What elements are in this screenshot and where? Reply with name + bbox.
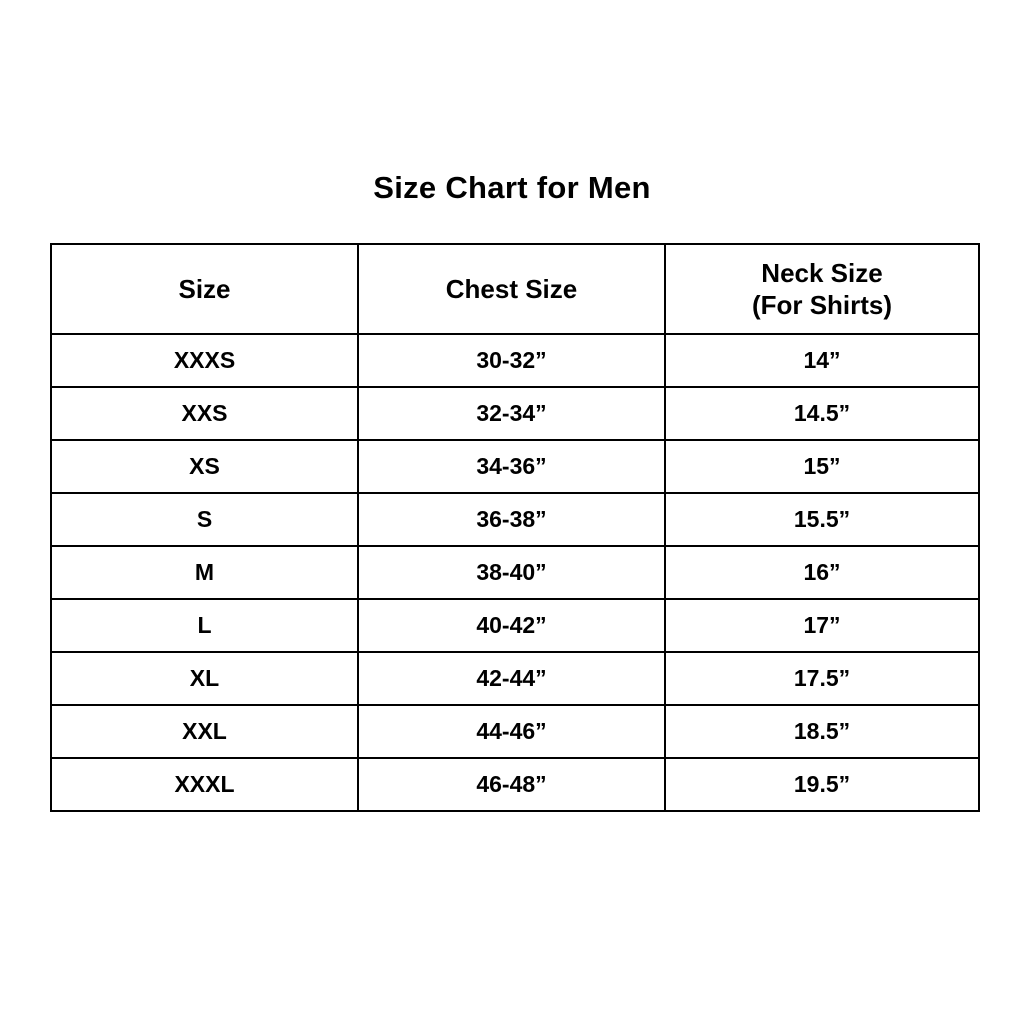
header-neck-size — [665, 244, 979, 334]
header-size-label: Size — [178, 273, 231, 304]
neck-cell: 14” — [665, 334, 979, 387]
chest-cell: 38-40” — [358, 546, 665, 599]
size-cell: XXXS — [51, 334, 358, 387]
size-cell: XXS — [51, 387, 358, 440]
table-row — [51, 387, 979, 440]
size-cell: XS — [51, 440, 358, 493]
table-row — [51, 652, 979, 705]
table-header — [51, 244, 979, 334]
size-cell: M — [51, 546, 358, 599]
neck-cell: 17.5” — [665, 652, 979, 705]
neck-cell: 14.5” — [665, 387, 979, 440]
size-cell: XXXL — [51, 758, 358, 811]
neck-cell: 17” — [665, 599, 979, 652]
chest-cell: 36-38” — [358, 493, 665, 546]
table-row — [51, 440, 979, 493]
chest-cell: 30-32” — [358, 334, 665, 387]
table-row — [51, 546, 979, 599]
header-chest-label: Chest Size — [445, 273, 578, 304]
neck-cell: 16” — [665, 546, 979, 599]
header-row — [51, 244, 979, 334]
header-chest-size — [358, 244, 665, 334]
page-title: Size Chart for Men — [373, 170, 651, 205]
neck-cell: 15” — [665, 440, 979, 493]
table-row — [51, 493, 979, 546]
chest-cell: 42-44” — [358, 652, 665, 705]
chest-cell: 40-42” — [358, 599, 665, 652]
size-cell: XL — [51, 652, 358, 705]
chest-cell: 34-36” — [358, 440, 665, 493]
chest-cell: 32-34” — [358, 387, 665, 440]
table-row — [51, 599, 979, 652]
chest-cell: 46-48” — [358, 758, 665, 811]
header-neck-subline: (For Shirts) — [751, 290, 893, 320]
table-row — [51, 758, 979, 811]
size-cell: S — [51, 493, 358, 546]
neck-cell: 15.5” — [665, 493, 979, 546]
chest-cell: 44-46” — [358, 705, 665, 758]
table-row — [51, 334, 979, 387]
size-chart-table — [50, 243, 980, 812]
neck-cell: 19.5” — [665, 758, 979, 811]
table-row — [51, 705, 979, 758]
header-neck-label: Neck Size — [761, 257, 883, 288]
table-body — [51, 334, 979, 811]
header-size — [51, 244, 358, 334]
size-cell: XXL — [51, 705, 358, 758]
size-cell: L — [51, 599, 358, 652]
neck-cell: 18.5” — [665, 705, 979, 758]
